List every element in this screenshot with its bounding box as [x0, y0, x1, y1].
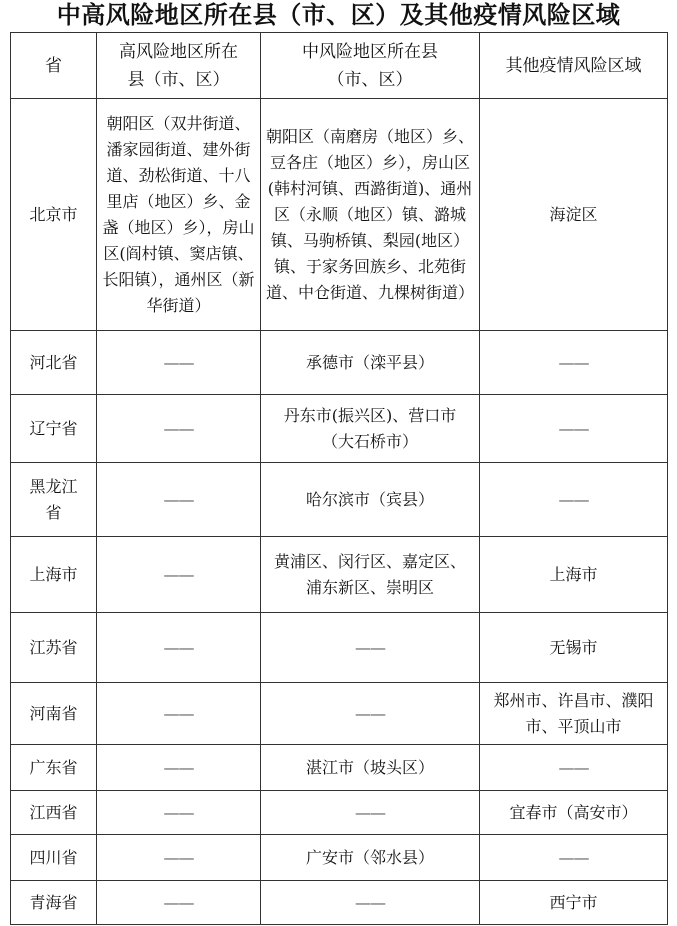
medium-risk-cell: 黄浦区、闵行区、嘉定区、浦东新区、崇明区: [261, 537, 480, 613]
other-risk-cell: 上海市: [480, 537, 668, 613]
other-risk-cell: 无锡市: [480, 613, 668, 683]
medium-risk-cell: ——: [261, 683, 480, 745]
province-cell: 四川省: [11, 835, 97, 881]
header-other-risk: 其他疫情风险区域: [480, 33, 668, 99]
table-row: [11, 835, 668, 881]
high-risk-cell: ——: [97, 791, 261, 835]
medium-risk-cell: 朝阳区（南磨房（地区）乡、豆各庄（地区）乡），房山区(韩村河镇、西潞街道)、通州区（永顺（地区）镇、潞城镇、马驹桥镇、梨园(地区）镇、于家务回族乡、北苑街道、中仓街道、九棵树街道）: [261, 99, 480, 331]
risk-areas-table: [10, 32, 668, 925]
province-cell: 河北省: [11, 331, 97, 395]
province-cell: 上海市: [11, 537, 97, 613]
table-row: [11, 537, 668, 613]
table-row: [11, 463, 668, 537]
province-cell: 辽宁省: [11, 395, 97, 463]
table-row: [11, 99, 668, 331]
header-medium-risk: 中风险地区所在县（市、区）: [261, 33, 480, 99]
high-risk-cell: ——: [97, 745, 261, 791]
other-risk-cell: ——: [480, 835, 668, 881]
header-high-risk: 高风险地区所在县（市、区）: [97, 33, 261, 99]
table-row: [11, 613, 668, 683]
other-risk-cell: 海淀区: [480, 99, 668, 331]
medium-risk-cell: 广安市（邻水县）: [261, 835, 480, 881]
other-risk-cell: ——: [480, 463, 668, 537]
other-risk-cell: 宜春市（高安市）: [480, 791, 668, 835]
medium-risk-cell: ——: [261, 791, 480, 835]
table-row: [11, 881, 668, 925]
province-cell: 黑龙江省: [11, 463, 97, 537]
high-risk-cell: ——: [97, 331, 261, 395]
other-risk-cell: 西宁市: [480, 881, 668, 925]
other-risk-cell: ——: [480, 395, 668, 463]
header-province: 省: [11, 33, 97, 99]
medium-risk-cell: ——: [261, 881, 480, 925]
table-row: [11, 331, 668, 395]
other-risk-cell: ——: [480, 745, 668, 791]
table-row: [11, 395, 668, 463]
high-risk-cell: ——: [97, 835, 261, 881]
other-risk-cell: 郑州市、许昌市、濮阳市、平顶山市: [480, 683, 668, 745]
medium-risk-cell: 承德市（滦平县）: [261, 331, 480, 395]
high-risk-cell: ——: [97, 683, 261, 745]
other-risk-cell: ——: [480, 331, 668, 395]
table-row: [11, 791, 668, 835]
high-risk-cell: ——: [97, 537, 261, 613]
high-risk-cell: ——: [97, 395, 261, 463]
medium-risk-cell: 丹东市(振兴区)、营口市（大石桥市）: [261, 395, 480, 463]
province-cell: 北京市: [11, 99, 97, 331]
table-header-row: [11, 33, 668, 99]
high-risk-cell: ——: [97, 463, 261, 537]
high-risk-cell: 朝阳区（双井街道、潘家园街道、建外街道、劲松街道、十八里店（地区）乡、金盏（地区）乡），房山区(阎村镇、窦店镇、长阳镇），通州区（新华街道）: [97, 99, 261, 331]
province-cell: 青海省: [11, 881, 97, 925]
table-row: [11, 745, 668, 791]
table-row: [11, 683, 668, 745]
province-cell: 江苏省: [11, 613, 97, 683]
page-title: 中高风险地区所在县（市、区）及其他疫情风险区域: [56, 1, 621, 29]
high-risk-cell: ——: [97, 881, 261, 925]
medium-risk-cell: ——: [261, 613, 480, 683]
province-cell: 广东省: [11, 745, 97, 791]
medium-risk-cell: 湛江市（坡头区）: [261, 745, 480, 791]
high-risk-cell: ——: [97, 613, 261, 683]
medium-risk-cell: 哈尔滨市（宾县）: [261, 463, 480, 537]
province-cell: 江西省: [11, 791, 97, 835]
province-cell: 河南省: [11, 683, 97, 745]
